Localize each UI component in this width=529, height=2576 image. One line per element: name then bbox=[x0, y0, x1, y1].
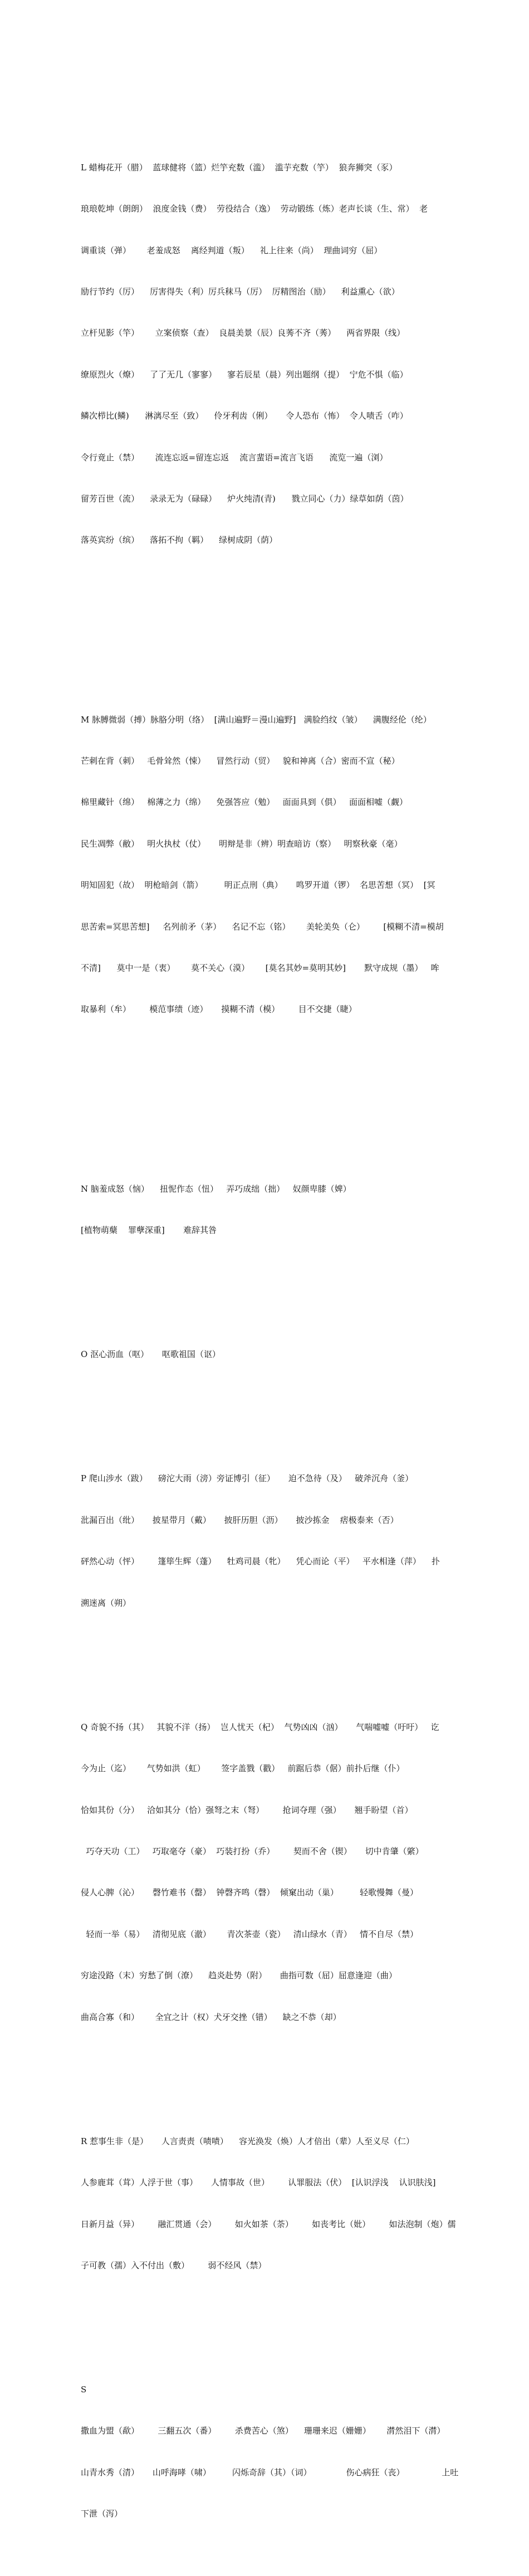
text-line: 曲高合寡（和） 全宜之计（权）犬牙交挫（错） 缺之不恭（却） bbox=[81, 2012, 341, 2022]
text-line: 鳞次栉比(鳞) 淋漓尽至（致） 伶牙利齿（俐） 令人恐布（怖） 令人啧舌（咋） bbox=[81, 411, 408, 421]
section-n bbox=[81, 1154, 451, 1265]
text-line: L 蜡梅花开（腊） 蓝球健将（篮）烂竽充数（滥） 滥芋充数（竽） 狼奔狮突（豕） bbox=[81, 162, 398, 173]
text-line: 沘漏百出（纰） 披星带月（戴） 披肝历胆（沥） 披沙拣金 痞极泰来（否） bbox=[81, 1515, 399, 1525]
text-line: 下泄（泻） bbox=[81, 2509, 123, 2519]
text-line: [植物萌蘖 罪孽深重] 难辞其咎 bbox=[81, 1225, 217, 1236]
text-line: Q 奇貌不扬（其） 其貌不洋（扬） 岂人忧天（杞） 气势凶凶（汹） 气喘嘘嘘（吁吁） 讫 bbox=[81, 1722, 439, 1732]
text-line: 侵人心脾（沁） 磬竹难书（罄） 钟磬齐鸣（磬） 倾窠出动（巢） 轻歌慢舞（曼） bbox=[81, 1887, 419, 1898]
section-o bbox=[81, 1320, 451, 1389]
section-p bbox=[81, 1444, 451, 1638]
text-line: 调重谈（弹） 老羞成怒 离经判道（叛） 礼上往来（尚） 理曲词穷（屈） bbox=[81, 245, 383, 255]
text-line: O 沤心沥血（呕） 呕歌祖国（讴） bbox=[81, 1349, 221, 1360]
text-line: 思苦索=冥思苦想] 名列前矛（茅） 名记不忘（铭） 美轮美奂（仑） [模糊不清=模胡 bbox=[81, 921, 444, 932]
document-body bbox=[81, 78, 459, 2576]
text-line: 人参鹿茸（茸）人浮于世（事） 人情事故（世） 认罪服法（伏） [认识浮浅 认识肤浅] bbox=[81, 2177, 436, 2188]
text-line: 芒刺在背（刺） 毛骨耸然（悚） 冒然行动（贸） 貌和神离（合）密而不宣（秘） bbox=[81, 756, 400, 766]
text-line: R 惹事生非（是） 人言责责（啧啧） 容光涣发（焕）人才倍出（辈）人至义尽（仁） bbox=[81, 2136, 414, 2146]
text-line: 巧夺天功（工） 巧取毫夺（豪） 巧装打扮（乔） 契而不舍（锲） 切中肯肇（綮） bbox=[81, 1846, 424, 1856]
text-line: 棉里藏针（绵） 棉薄之力（绵） 免强答应（勉） 面面具到（俱） 面面相嘘（觑） bbox=[81, 797, 408, 808]
section-r bbox=[81, 2107, 456, 2300]
text-line: M 脉膊微弱（搏）脉胳分明（络） [满山遍野＝漫山遍野] 满脸绉纹（皱） 满腹经伦（纶） bbox=[81, 714, 432, 725]
text-line: 山青水秀（清） 山呼海哮（啸） 闪烁奇辞（其）（词） 伤心病狂（丧） 上吐 bbox=[81, 2467, 459, 2477]
text-line: 日新月益（异） 融汇贯通（会） 如火如茶（荼） 如丧考比（妣） 如法泡制（炮）儒 bbox=[81, 2219, 456, 2229]
text-line: 留芳百世（流） 录录无为（碌碌） 炉火纯清(青) 戮立同心（力）绿草如荫（茵） bbox=[81, 493, 409, 504]
text-line: 子可教（孺）入不付出（敷） 弱不经风（禁） bbox=[81, 2260, 267, 2270]
text-line: 琅琅乾坤（朗朗） 浪度金钱（费） 劳役结合（逸） 劳动锻练（炼）老声长谈（生、常） 老 bbox=[81, 204, 428, 214]
text-line: 穷途没路（末）穷愁了倒（潦） 趋炎赴势（附） 曲指可数（屈）屈意逢迎（曲） bbox=[81, 1970, 397, 1981]
text-line: 溯迷离（朔） bbox=[81, 1597, 131, 1608]
section-spacer bbox=[81, 1085, 451, 1099]
text-line: 今为止（迄） 气势如洪（虹） 签字盖戮（戳） 前踞后恭（倨）前扑后继（仆） bbox=[81, 1763, 405, 1774]
text-line: 缭原烈火（燎） 了了无几（寥寥） 寥若辰星（晨）列出题纲（提） 宁危不惧（临） bbox=[81, 369, 408, 380]
text-line: 轻而一举（易） 清彻见底（澈） 青次茶壶（瓷） 清山绿水（青） 情不自尽（禁） bbox=[81, 1929, 419, 1939]
text-line: 撒血为盟（歃） 三翻五次（番） 杀费苦心（煞） 珊珊来迟（姗姗） 潸然泪下（潸） bbox=[81, 2426, 445, 2436]
text-line: 砰然心动（怦） 篷筚生辉（蓬） 牡鸡司晨（牝） 凭心而论（平） 平水相逢（萍） 扑 bbox=[81, 1556, 440, 1567]
text-line: S bbox=[81, 2385, 87, 2395]
section-l bbox=[81, 133, 451, 575]
text-line: 明知固犯（故） 明枪暗剑（箭） 明正点刑（典） 鸣罗开道（锣） 名思苦想（冥） [冥 bbox=[81, 880, 435, 891]
section-spacer bbox=[81, 616, 451, 630]
text-line: 落英宾纷（缤） 落拓不拘（羁） 绿树成阴（荫） bbox=[81, 535, 278, 545]
text-line: 不清] 莫中一是（衷） 莫不关心（漠） [莫名其妙=莫明其妙] 默守成规（墨） 哞 bbox=[81, 963, 439, 973]
text-line: 取暴利（牟） 模范事绩（迹） 摸糊不清（模） 目不交捷（睫） bbox=[81, 1004, 357, 1015]
text-line: 民生凋弊（敝） 明火执杖（仗） 明辩是非（辨）明查暗访（察） 明察秋豪（毫） bbox=[81, 838, 403, 849]
section-q bbox=[81, 1693, 451, 2052]
section-m bbox=[81, 685, 451, 1044]
text-line: 励行节约（厉） 厉害得失（利）厉兵秣马（厉） 厉精图治（励） 利益熏心（欲） bbox=[81, 286, 400, 297]
text-line: 恰如其份（分） 洽如其分（恰）强弩之末（弩） 抢词夺理（强） 翘手盼望（首） bbox=[81, 1805, 413, 1815]
section-s bbox=[81, 2355, 459, 2548]
text-line: 令行竟止（禁） 流连忘返=留连忘返 流言蜚语=流言飞语 流览一遍（浏） bbox=[81, 452, 388, 463]
text-line: N 脑羞成怒（恼） 扭怩作态（忸） 弄巧成绌（拙） 奴颜卑膝（婢） bbox=[81, 1183, 351, 1194]
text-line: 立杆见影（竿） 立案侦察（查） 良晨美景（辰）良莠不齐（莠） 两省界限（线） bbox=[81, 328, 405, 338]
text-line: P 爬山涉水（跋） 磅沱大雨（滂）旁证博引（征） 迫不急待（及） 破斧沉舟（釜） bbox=[81, 1473, 414, 1484]
